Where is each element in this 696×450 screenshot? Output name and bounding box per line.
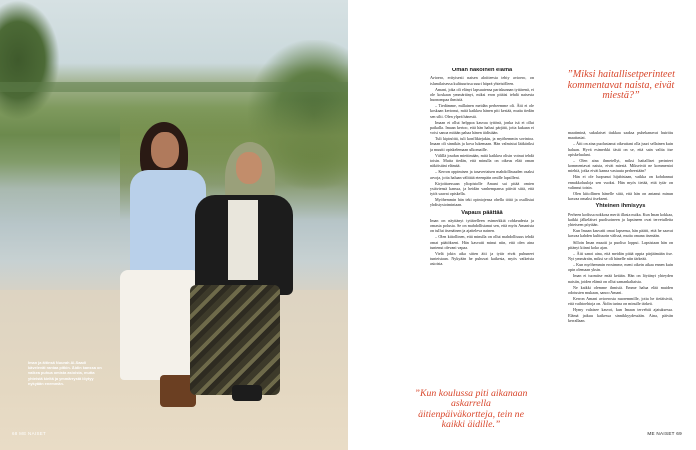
woman-right-top	[228, 200, 258, 280]
paragraph: Olen kiitollinen hänelle siitä, että hän on antanut minun kasvaa omaksi itsekseni.	[568, 190, 673, 202]
text-column-2	[568, 130, 673, 435]
paragraph: Amani, joka oli elänyt lapsuutensa pariskunnan tyttärenä, ei ole koskaan ymmärtänyt, miksi eron pitäisi tehdä naisesta huonompaa ihmistä.	[430, 86, 534, 103]
page-folio-right: ME NAISET 69	[647, 431, 682, 436]
text-column-1	[430, 68, 534, 442]
paragraph: Hän ei ole luopunut hijabistaan, vaikka on kohdannut ennakkoluuloja sen vuoksi. Hän myös tietää, että tytär on valinnut toisin.	[568, 174, 673, 190]
paragraph: – Kun myöhemmin erosimme, meni oikein aikaa ennen kuin opin olemaan yksin.	[568, 262, 673, 273]
woman-left-skirt	[120, 270, 200, 380]
paragraph: Avioero, erityisesti naisen aloitteesta tehty avioero, on islamilaisessa kulttuurissa suuri häpeä yhteisölleen.	[430, 75, 534, 86]
photo-trees-left	[0, 0, 60, 120]
paragraph: – Tiedämme, millainen meidän perheemme oli. Äiti ei ole koskaan kertonut, mitä kaikkea hänen piti kestää, mutta tiedän sen silti. Olen ylpeä hänestä.	[430, 103, 534, 119]
paragraph: – Äiti sanoi aina, että meidän pitää oppia pärjäämään itse. Nyt ymmärrän, miksi se oli hänelle niin tärkeää.	[568, 250, 673, 262]
section-2-body	[430, 218, 534, 267]
paragraph: Kun Imaan kasvatti omat lapsensa, hän päätti, että he saavat kasvaa kahden kulttuurin välissä, mutta omana itsenään.	[568, 228, 673, 239]
paragraph: – Äiti on aina puolustanut oikeuttani olla juuri sellainen kuin haluan. Hyvä esimerkki tästä on se, että sain valita itse opiskelualani.	[568, 141, 673, 157]
woman-right-shoes	[232, 385, 262, 401]
paragraph: – Olen aina ihmetellyt, miksi haitalliset perinteet kommentavat naista, eivät miestä. Mikseivät ne kommentoi miehiä, jotka eivät kanna vastuuta perheestään?	[568, 157, 673, 174]
paragraph: – Kerron oppimisen ja tasavertaisen mahdollisuuden osaksi arvoja, joita haluan välittää eteenpäin omille lapsilleni.	[430, 169, 534, 180]
pull-quote-top: ”Miksi haitallisetperinteet kommentavat naista, eivät miestä?”	[567, 69, 675, 102]
section-heading-oman: Oman näköinen elämä	[451, 68, 513, 73]
paragraph: maatiminä, sukulaiset tiukkaa saaksa puhekanavat huirittu maattasiat.	[568, 130, 673, 141]
woman-left-face	[151, 132, 179, 168]
section-3-body	[568, 212, 673, 323]
paragraph: Perheen kodissa nokkosa meriä illasta nuika. Kun Iman kokkaa, kaikki jälkeläiset puolisoineen ja lapsineen ovat tervetulleita yhteiseen pöytään.	[568, 211, 673, 228]
column-2-body	[568, 130, 673, 201]
pull-quote-bottom: ”Kun koulussa piti aikanaan askarrella äitienpäiväkortteja, tein ne kaikki äidille.”	[414, 388, 528, 430]
paragraph: Imaan ei ollut helppoa kasvaa tyttönä, jonka isä ei ollut paikalla. Imaan kertoo, että hän halusi pärjätä, jotta kukaan ei voisi sanoa mitään pahaa hänen äidistään.	[430, 119, 534, 136]
paragraph: Hymy valaisee kasvot, kun Imaan tervehtii ajatuksessa. Elämä jatkuu kaikessa sinnikkyydessään. Aina, päivän kerrallaan.	[568, 307, 673, 323]
photo-shoreline	[0, 82, 348, 92]
paragraph: Myöhemmin hän teki opintojensa ohella töitä ja osallistui yhdistystoimintaan.	[430, 197, 534, 208]
paragraph: – Olen kiitollinen, että minulla on ollut mahdollisuus tehdä omat päätökseni. Hän kasvatti minut niin, että olen aina tuntenut olevani vapaa.	[430, 234, 534, 250]
woman-right-face	[236, 152, 262, 184]
page-folio-left: 68 ME NAISET	[12, 431, 47, 436]
woman-right-skirt	[190, 285, 280, 395]
paragraph: Ne kaikki olemme ihmisiä. Emme halua elää muiden odotusten mukaan, sanoo Amani.	[568, 284, 673, 295]
paragraph: Iman ei tuomitse enää ketään. Hän on löytänyt yhteyden naisiin, joiden elämä on ollut samankaltaista.	[568, 273, 673, 284]
section-1-body	[430, 75, 534, 207]
paragraph: Kirjoittaessaan yliopistolle Amani sai pitää omien ystäviensä kanssa, ja heidän vanhempansa pitivät siitä, että tytöt saavat opiskella.	[430, 180, 534, 197]
photo-caption: Iman ja äitinsä Nuurah Al-Saadi kävelevät rantaa pitkin. Äidin kanssa on vaikea puhua omista asioista, mutta yhteistä kieltä ja ymmärrystä löytyy nykyään enemmän.	[28, 360, 102, 386]
paragraph: Kerron Amani avioerosta nuoremmille, jotta he tietäisivät, että vaihtoehtoja on. Äidin tarina on minulle tärkeä.	[568, 296, 673, 307]
paragraph: Tuli kipinöitä, tuli konfliktejakin, ja myöhemmin sovintoa. Imaan oli sinnikäs ja kova lukemaan. Hän valmistui lääkäriksi ja muutti opiskelemaan ulkomaille.	[430, 136, 534, 152]
paragraph: Silloin Iman muutti ja puoliso loppui. Lapsistaan hän on pitänyt kiinni koko ajan.	[568, 239, 673, 250]
paragraph: Välillä joudun miettimään, mitä kaikkea olisin voinut tehdä toisin. Mutta tiedän, että minulla on oikeus elää oman näköistäni elämää.	[430, 152, 534, 169]
paragraph: Vielä jokin aika sitten äiti ja tytär eivät puhuneet tunteistaan. Nykyään he puhuvat kaikesta, myös vaikeista asioista.	[430, 250, 534, 267]
section-heading-vapaus: Vapaus päättää	[461, 209, 503, 216]
section-heading-yhteinen: Yhteinen ihmisyys	[595, 203, 646, 210]
paragraph: Iman on näyttänyt tyttärelleen esimerkkiä rohkeudesta ja omasta polusta. Se on mahdollistanut sen, että myös Amanista on tullut itsenäinen ja ajatteleva nainen.	[430, 217, 534, 234]
